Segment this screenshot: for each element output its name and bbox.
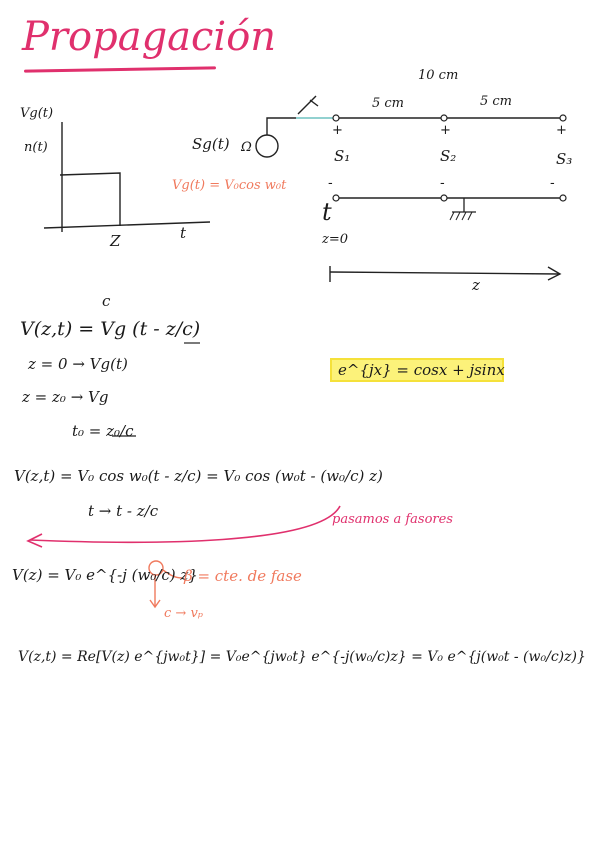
minus-s3: - (550, 176, 555, 191)
equation-6: t → t - z/c (88, 502, 159, 520)
graph-x-axis: t (180, 224, 187, 242)
label-s1: S₁ (334, 147, 351, 165)
source-equation: Vg(t) = V₀cos w₀t (172, 178, 287, 193)
plus-s2: + (440, 123, 451, 138)
c-label: c (102, 292, 111, 310)
equation-7: V(z) = V₀ e^{-j (w₀/c) z} (12, 566, 198, 584)
label-s2: S₂ (440, 147, 457, 165)
equation-5: V(z,t) = V₀ cos w₀(t - z/c) = V₀ cos (w₀t - (w₀/c) z) (14, 467, 383, 485)
page-title: Propagación (22, 14, 277, 60)
beta-note: β = cte. de fase (184, 567, 302, 585)
equation-8: V(z,t) = Re[V(z) e^{jw₀t}] = V₀e^{jw₀t} e^{-j(w₀/c)z} = V₀ e^{j(w₀t - (w₀/c)z)} (18, 649, 586, 665)
segment-2-length: 5 cm (480, 94, 513, 109)
z0-label: z=0 (322, 232, 349, 247)
equation-3: z = z₀ → Vg (22, 388, 109, 406)
source-ohm: Ω (241, 140, 252, 155)
graph-y-label-mid: n(t) (24, 140, 48, 155)
label-s3: S₃ (556, 150, 573, 168)
equation-4: t₀ = z₀/c (72, 422, 134, 440)
t-label: t (322, 198, 332, 226)
segment-1-length: 5 cm (372, 96, 405, 111)
z-axis-label: z (472, 276, 480, 294)
graph-x-mark: Z (110, 232, 121, 250)
minus-s2: - (440, 176, 445, 191)
source-label: Sg(t) (192, 135, 230, 153)
euler-formula: e^{jx} = cosx + jsinx (338, 361, 505, 379)
equation-2: z = 0 → Vg(t) (28, 355, 128, 373)
phasor-note: pasamos a fasores (332, 512, 453, 527)
minus-s1: - (328, 176, 333, 191)
total-length: 10 cm (418, 68, 459, 83)
plus-s1: + (332, 123, 343, 138)
equation-1: V(z,t) = Vg (t - z/c) (20, 318, 201, 340)
cvp-note: c → vₚ (164, 606, 203, 621)
graph-y-label-top: Vg(t) (20, 106, 54, 121)
plus-s3: + (556, 123, 567, 138)
